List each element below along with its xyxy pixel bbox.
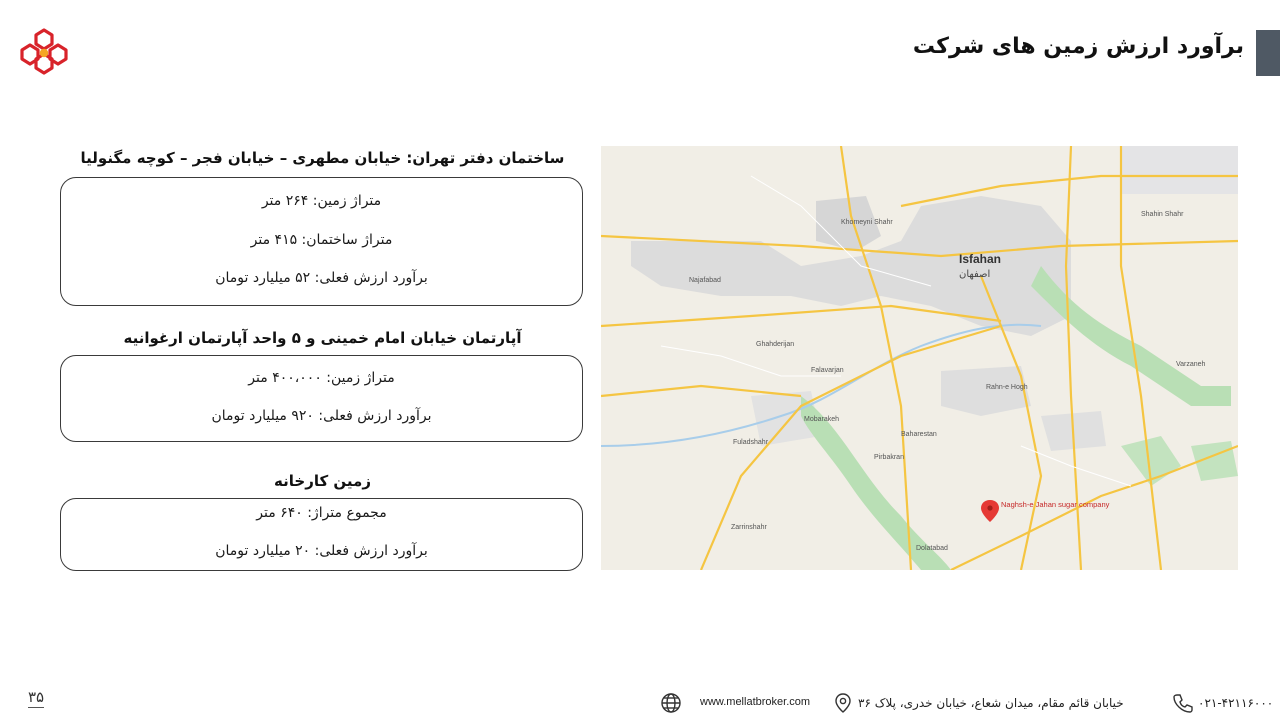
- map-city-label-fa: اصفهان: [959, 269, 991, 280]
- svg-text:Ghahderijan: Ghahderijan: [756, 341, 795, 348]
- title-accent-bar: [1256, 30, 1280, 76]
- svg-text:Dolatabad: Dolatabad: [916, 545, 948, 552]
- info-box-apartments: [60, 355, 583, 442]
- location-map[interactable]: [601, 146, 1238, 570]
- location-pin-icon: [832, 692, 854, 714]
- globe-icon: [660, 692, 682, 714]
- svg-text:Shahin Shahr: Shahin Shahr: [1141, 211, 1184, 218]
- land-area-text: متراژ زمین: ۲۶۴ متر: [261, 193, 382, 209]
- website-link[interactable]: www.mellatbroker.com: [700, 696, 811, 708]
- svg-text:Baharestan: Baharestan: [901, 431, 937, 438]
- page-title: برآورد ارزش زمین های شرکت: [912, 34, 1244, 59]
- info-box-factory-land: [60, 498, 583, 571]
- page-number: ۳۵: [28, 688, 45, 706]
- svg-text:Mobarakeh: Mobarakeh: [804, 416, 840, 423]
- svg-text:Khomeyni Shahr: Khomeyni Shahr: [841, 219, 893, 226]
- info-box-tehran-office: [60, 177, 583, 306]
- svg-text:Fuladshahr: Fuladshahr: [733, 439, 769, 446]
- current-value-text: برآورد ارزش فعلی: ۲۰ میلیارد تومان: [215, 543, 428, 559]
- current-value-text: برآورد ارزش فعلی: ۵۲ میلیارد تومان: [215, 270, 428, 286]
- svg-text:Zarrinshahr: Zarrinshahr: [731, 524, 767, 531]
- svg-text:Falavarjan: Falavarjan: [811, 367, 844, 374]
- svg-text:Rahn-e Hogh: Rahn-e Hogh: [986, 384, 1028, 391]
- phone-number[interactable]: ۰۲۱-۴۲۱۱۶۰۰۰: [1198, 696, 1274, 710]
- map-marker-label: Naghsh-e Jahan sugar company: [1001, 500, 1110, 509]
- building-area-text: متراژ ساختمان: ۴۱۵ متر: [250, 232, 393, 248]
- section-title-tehran-office: ساختمان دفتر تهران: خیابان مطهری – خیابان فجر – کوچه مگنولیا: [80, 149, 565, 167]
- section-title-factory-land: زمین کارخانه: [274, 472, 371, 490]
- company-logo-icon: [20, 26, 68, 76]
- map-city-label: Isfahan: [959, 252, 1002, 266]
- svg-text:Najafabad: Najafabad: [689, 277, 721, 284]
- svg-text:Pirbakran: Pirbakran: [874, 454, 904, 461]
- total-area-text: مجموع متراژ: ۶۴۰ متر: [256, 505, 387, 521]
- land-area-text: متراژ زمین: ۴۰۰،۰۰۰ متر: [248, 370, 395, 386]
- section-title-apartments: آپارتمان خیابان امام خمینی و ۵ واحد آپارتمان ارغوانیه: [123, 329, 522, 347]
- svg-text:Varzaneh: Varzaneh: [1176, 361, 1206, 368]
- current-value-text: برآورد ارزش فعلی: ۹۲۰ میلیارد تومان: [211, 408, 432, 424]
- address-text: خیابان قائم مقام، میدان شعاع، خیابان خدری، پلاک ۳۶: [858, 696, 1124, 710]
- phone-icon: [1172, 692, 1194, 714]
